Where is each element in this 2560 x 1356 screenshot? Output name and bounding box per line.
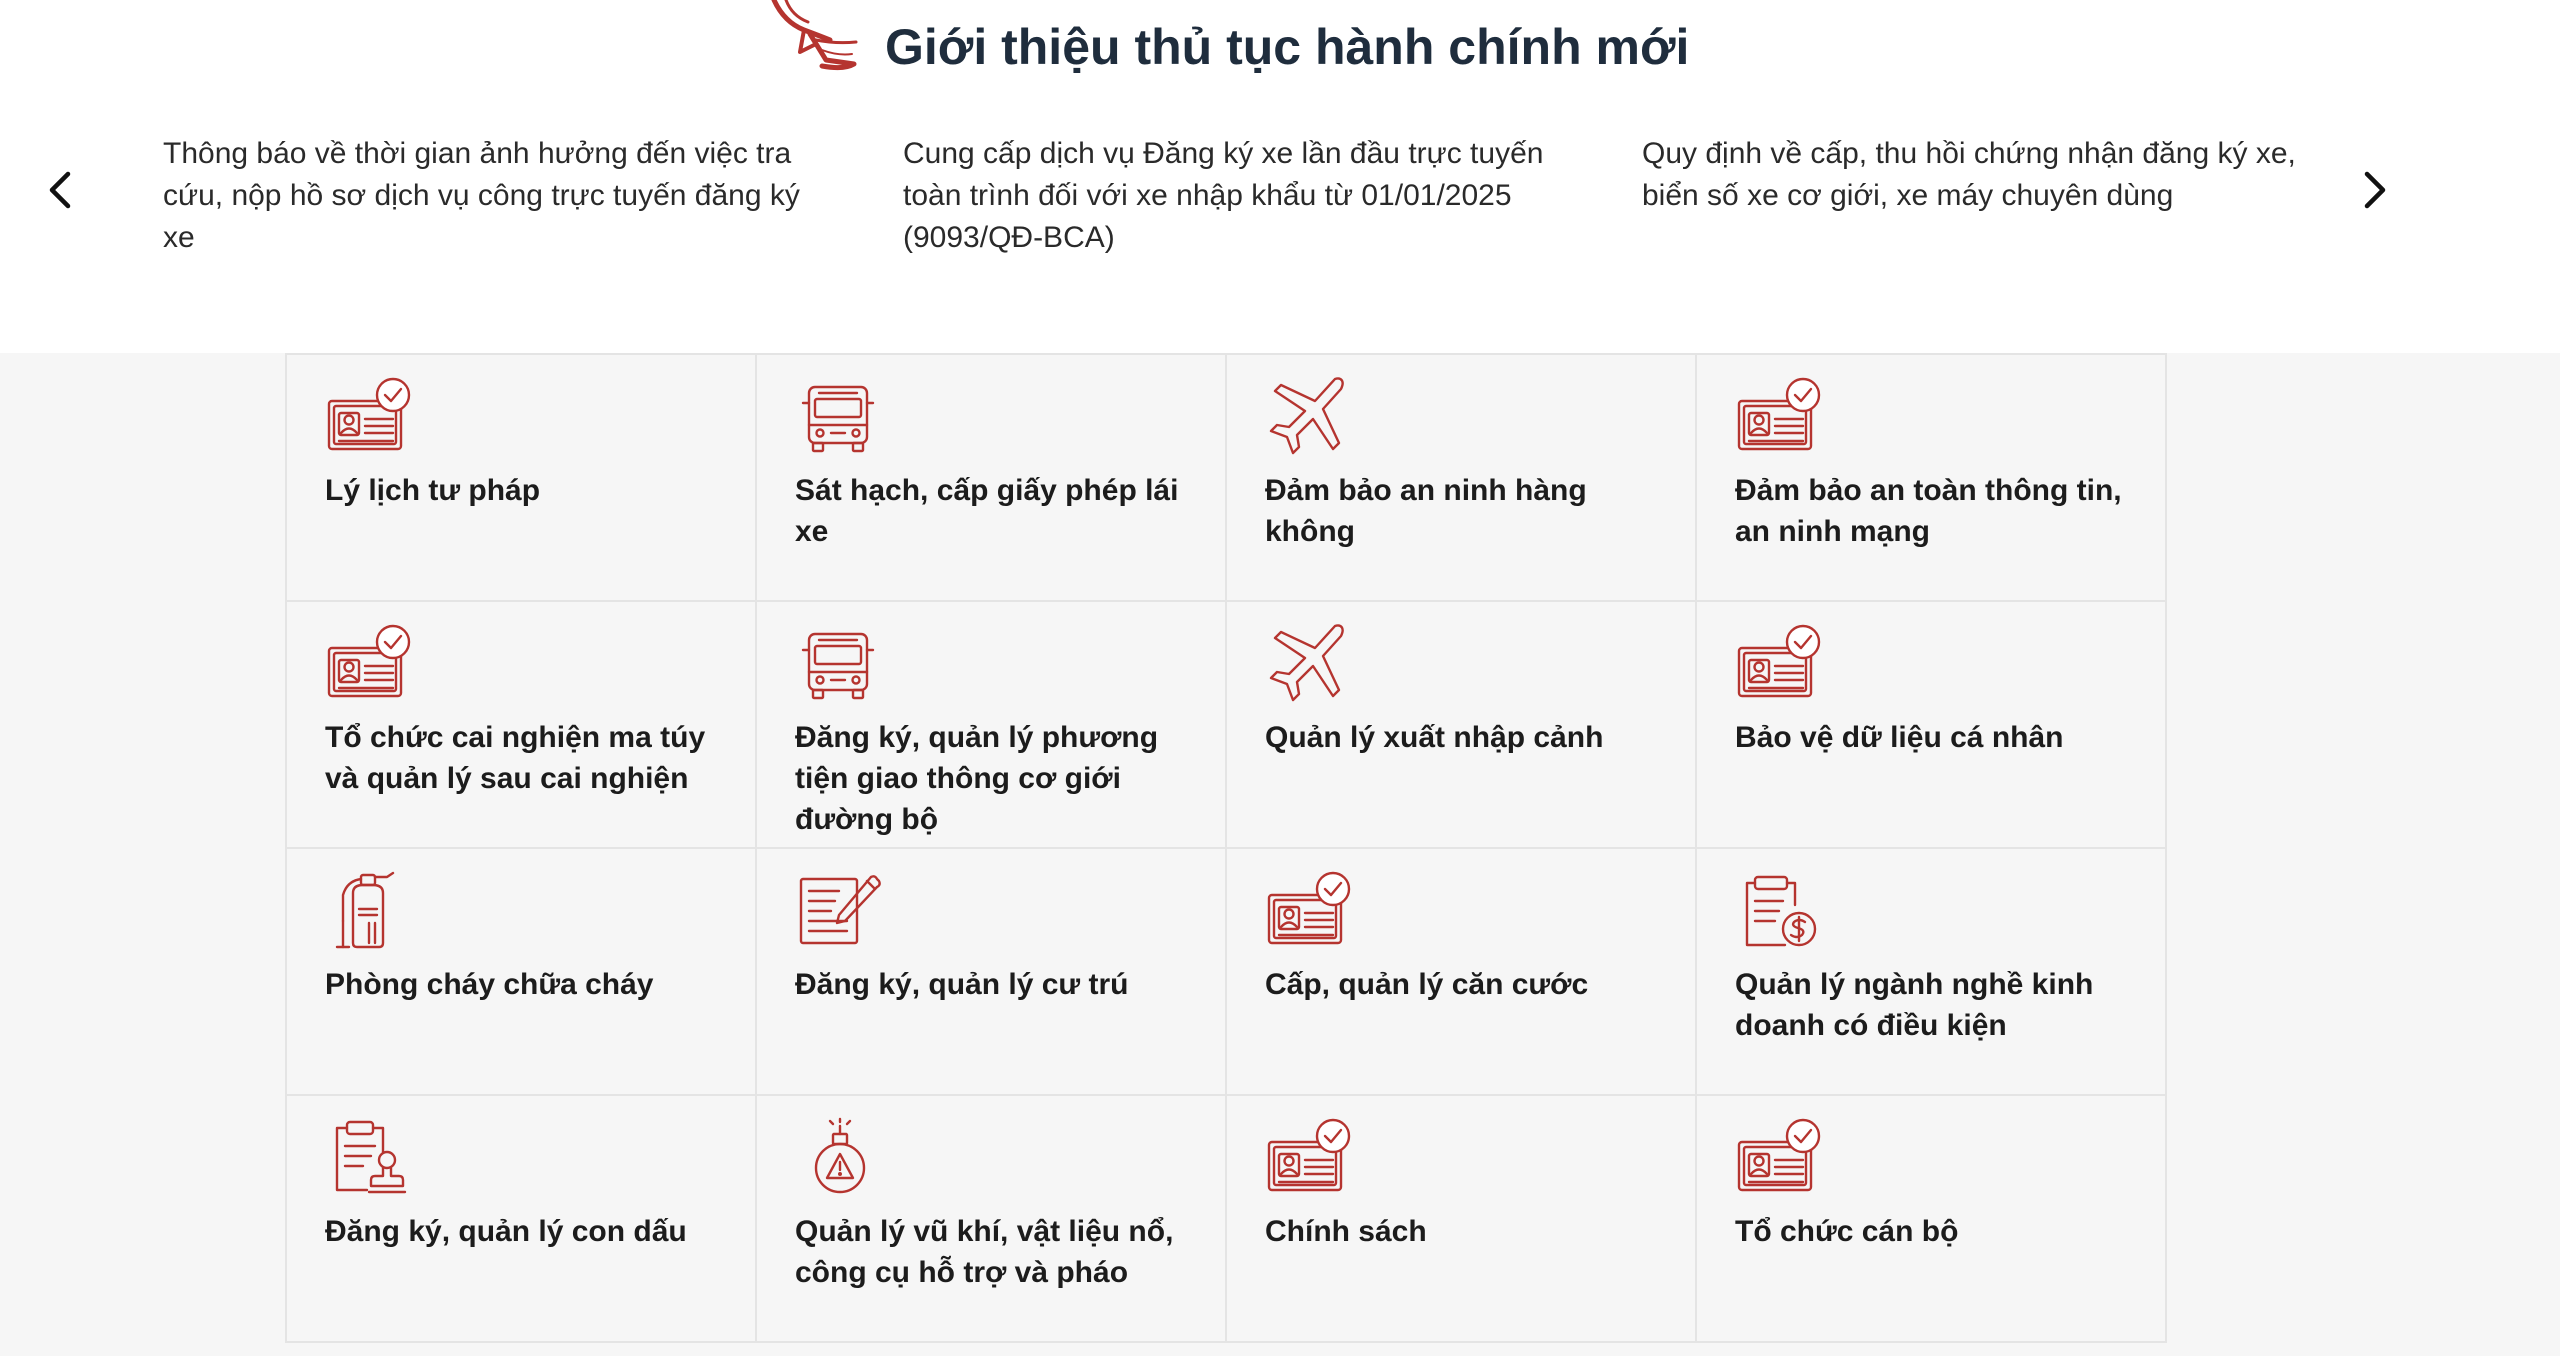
category-label: Đảm bảo an ninh hàng không: [1265, 474, 1587, 548]
carousel-next-button[interactable]: [2345, 160, 2405, 220]
category-card[interactable]: [755, 847, 1227, 1096]
carousel-slide-3[interactable]: Quy định về cấp, thu hồi chứng nhận đăng ký xe, biển số xe cơ giới, xe máy chuyên dùng: [1642, 137, 2296, 212]
id-card-check-icon: [1265, 1116, 1355, 1198]
category-card[interactable]: [1225, 353, 1697, 602]
category-card[interactable]: [1225, 600, 1697, 849]
category-card[interactable]: [285, 353, 757, 602]
category-card[interactable]: [755, 1094, 1227, 1343]
id-card-check-icon: [1735, 1116, 1825, 1198]
procedure-category-grid: [285, 353, 2165, 1341]
category-label: Lý lịch tư pháp: [325, 474, 541, 507]
chevron-right-icon: [2345, 160, 2405, 220]
fire-extinguisher-icon: [325, 869, 415, 951]
id-card-check-icon: [325, 622, 415, 704]
carousel-prev-button[interactable]: [30, 160, 90, 220]
category-card[interactable]: [1695, 600, 2167, 849]
category-label: Chính sách: [1265, 1215, 1427, 1248]
category-label: Đăng ký, quản lý cư trú: [795, 968, 1129, 1001]
category-card[interactable]: [1695, 847, 2167, 1096]
category-card[interactable]: [285, 1094, 757, 1343]
intro-section: [0, 0, 2560, 353]
category-label: Tổ chức cán bộ: [1735, 1215, 1959, 1248]
airplane-icon: [1265, 375, 1355, 457]
airplane-icon: [1265, 622, 1355, 704]
page-title: Giới thiệu thủ tục hành chính mới: [885, 19, 1690, 75]
category-label: Đăng ký, quản lý phương tiện giao thông cơ giới đường bộ: [795, 721, 1159, 836]
category-label: Phòng cháy chữa cháy: [325, 968, 654, 1001]
category-label: Quản lý vũ khí, vật liệu nổ, công cụ hỗ trợ và pháo: [795, 1215, 1174, 1289]
id-card-check-icon: [1735, 375, 1825, 457]
category-label: Sát hạch, cấp giấy phép lái xe: [795, 474, 1179, 548]
carousel-slide-1[interactable]: Thông báo về thời gian ảnh hưởng đến việc tra cứu, nộp hồ sơ dịch vụ công trực tuyến đăng ký xe: [163, 137, 800, 254]
category-label: Bảo vệ dữ liệu cá nhân: [1735, 721, 2064, 754]
carousel-slide-2[interactable]: Cung cấp dịch vụ Đăng ký xe lần đầu trực tuyến toàn trình đối với xe nhập khẩu từ 01/01/2025 (9093/QĐ-BCA): [903, 137, 1544, 254]
category-card[interactable]: [1225, 847, 1697, 1096]
category-card[interactable]: [285, 600, 757, 849]
explosive-warning-icon: [795, 1116, 885, 1198]
section-header: [0, 0, 2560, 100]
crest-ribbon-icon: [760, 0, 860, 72]
document-edit-icon: [795, 869, 885, 951]
id-card-check-icon: [1265, 869, 1355, 951]
bus-icon: [795, 375, 885, 457]
clipboard-dollar-icon: [1735, 869, 1825, 951]
category-label: Đăng ký, quản lý con dấu: [325, 1215, 687, 1248]
category-card[interactable]: [1695, 1094, 2167, 1343]
category-card[interactable]: [755, 600, 1227, 849]
category-label: Quản lý ngành nghề kinh doanh có điều kiện: [1735, 968, 2094, 1042]
id-card-check-icon: [1735, 622, 1825, 704]
clipboard-stamp-icon: [325, 1116, 415, 1198]
id-card-check-icon: [325, 375, 415, 457]
category-label: Quản lý xuất nhập cảnh: [1265, 721, 1604, 754]
category-label: Đảm bảo an toàn thông tin, an ninh mạng: [1735, 474, 2122, 548]
procedure-categories-section: [0, 353, 2560, 1356]
category-label: Cấp, quản lý căn cước: [1265, 968, 1589, 1001]
chevron-left-icon: [30, 160, 90, 220]
category-card[interactable]: [285, 847, 757, 1096]
category-card[interactable]: [1225, 1094, 1697, 1343]
category-card[interactable]: [755, 353, 1227, 602]
category-label: Tổ chức cai nghiện ma túy và quản lý sau cai nghiện: [325, 721, 706, 795]
bus-icon: [795, 622, 885, 704]
category-card[interactable]: [1695, 353, 2167, 602]
